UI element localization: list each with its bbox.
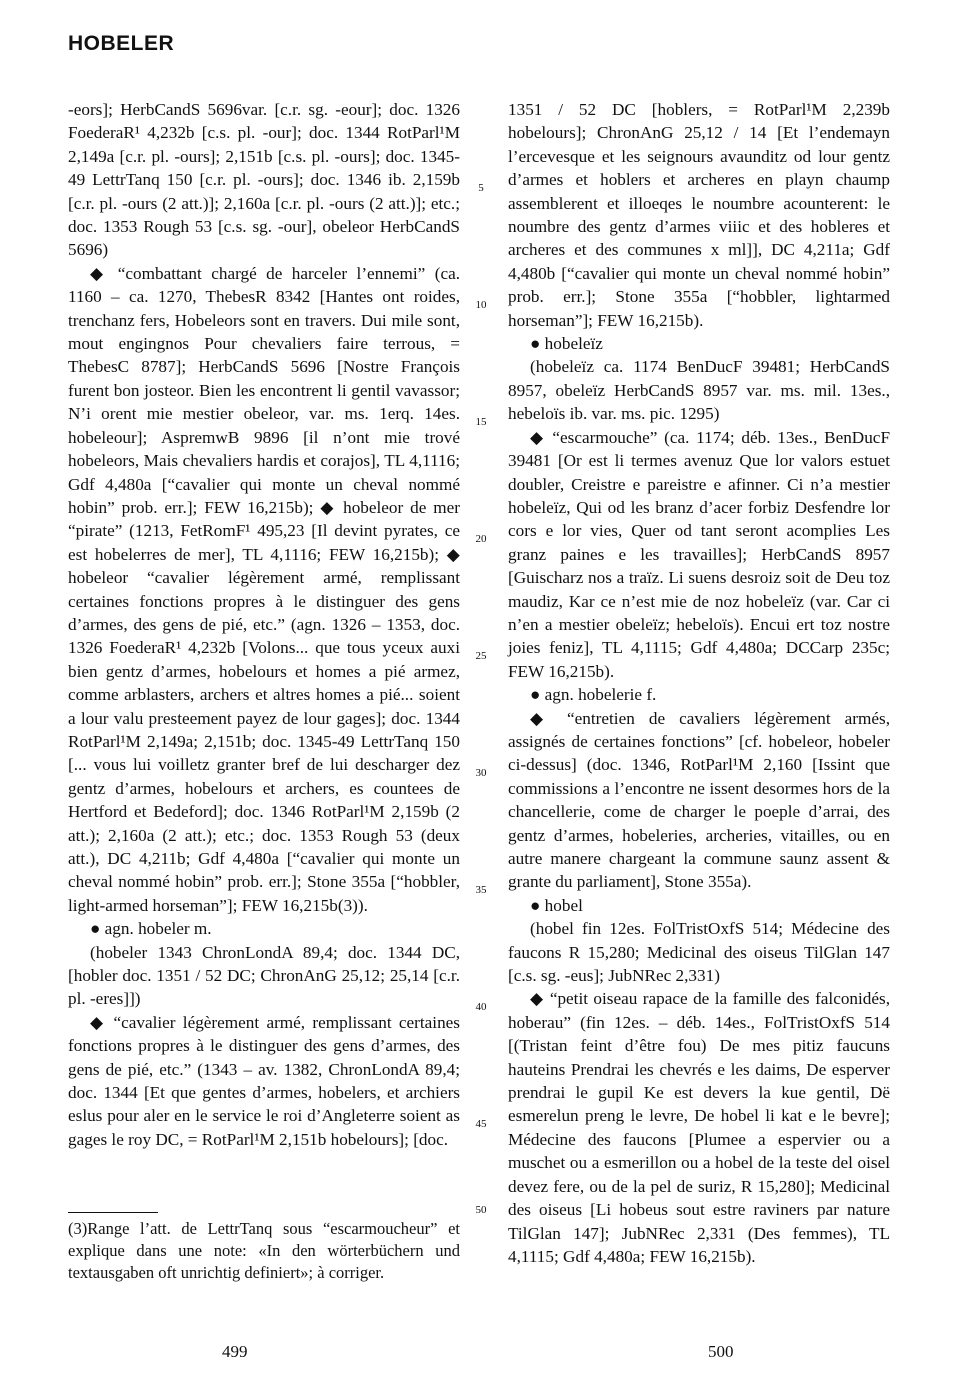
subentry-heading: ● hobel xyxy=(530,895,583,915)
subentry-heading: ● hobeleïz xyxy=(530,334,603,354)
line-number: 35 xyxy=(475,884,487,896)
left-column xyxy=(68,98,460,1151)
sense-paragraph: ◆ “petit oiseau rapace de la famille des falconidés, hoberau” (fin 12es. – déb. 14es., FolTristOxfS 514 [(Tristan feint d’être fou) De mes pitiz faucuns hauteins Prendrai les chevrés e les daims, De esperver prendrai le gupil Ke est devers la kue gentil, Dë esmerelun preng le levre, De hobel li kat e le bevre]; Médecine des faucons [Plumee a espervier ou a muschet ou a esmerillon ou a hobel de la teste del oisel devez fere, ou de la pel de suriz, R 15,280]; Medicinal des oiseus [Li hobeus sout estre raviners par nature TilGlan 147]; JubNRec 2,331 (Des femmes), TL 4,1115; Gdf 4,480a; FEW 16,215b). xyxy=(508,989,890,1266)
line-number: 5 xyxy=(478,182,484,194)
forms-paragraph: (hobeler 1343 ChronLondA 89,4; doc. 1344 DC, [hobler doc. 1351 / 52 DC; ChronAnG 25,12; 25,14 [c.r. pl. -eres]]) xyxy=(68,942,460,1009)
forms-paragraph: (hobeleïz ca. 1174 BenDucF 39481; HerbCandS 8957, obeleïz HerbCandS 8957 var. ms. mil. 13es., hebeloïs ib. var. ms. pic. 1295) xyxy=(508,357,890,424)
entry-paragraph: 1351 / 52 DC [hoblers, = RotParl¹M 2,239b hobelours]; ChronAnG 25,12 / 14 [Et l’endemayn l’ercevesque et les seignours avaunditz od lour gentz d’armes et hoblers et archeres en playn chaump assemblerent et illoeqes le noumbre acounterent: le noumbre des gentz d’armes viiic et des hobleres et archeres et des communes x ml]], DC 4,211a; Gdf 4,480b [“cavalier qui monte un cheval nommé hobin” prob. err.]; Stone 355a [“hobbler, lightarmed horseman”]; FEW 16,215b). xyxy=(508,100,890,330)
forms-paragraph: (hobel fin 12es. FolTristOxfS 514; Médecine des faucons R 15,280; Medicinal des oiseus TilGlan 147 [c.s. sg. -eus]; JubNRec 2,331) xyxy=(508,919,890,986)
line-number: 30 xyxy=(475,767,487,779)
sense-paragraph: ◆ “entretien de cavaliers légèrement armés, assignés de certaines fonctions” [cf. hobeleor, hobeler ci-dessus] (doc. 1346, RotParl¹M 2,160 [Issint que commissions a l’encontre ne issent desormes hors de la chancellerie, come de charger le poeple d’arrai, des gentz d’armes, hobeleries, archeries, vitailles, ou en autre manere chargeant la commune saunz assent & grante du parliament], Stone 355a). xyxy=(508,708,890,892)
line-number: 50 xyxy=(475,1204,487,1216)
line-number: 15 xyxy=(475,416,487,428)
sense-paragraph: ◆ “escarmouche” (ca. 1174; déb. 13es., BenDucF 39481 [Or est li termes avenuz Que lor valors estuet doubler, Creistre e pareistre e afinner. Ci n’a mestier hobeleïz, Qui od les branz d’acer forbiz Desfendre lor cors e lor vies, Quer od tant seront acomplies Les granz paines e les travailles]; HerbCandS 8957 [Guischarz nos a traïz. Li suens desroiz soit de Deu toz maudiz, Kar ce n’est mie de noz hobeleïz (var. Car ci n’en a mestier obeleïz; hebeloïs). Encui ert toz nostre joies feniz], TL 4,1115; Gdf 4,480a; DCCarp 235c; FEW 16,215b). xyxy=(508,427,890,681)
footnote: (3)Range l’att. de LettrTanq sous “escarmoucheur” et explique dans une note: «In den wörterbüchern und textausgaben oft unrichtig definiert»; à corriger. xyxy=(68,1219,460,1282)
page-number-right: 500 xyxy=(708,1342,734,1361)
line-number: 25 xyxy=(475,650,487,662)
line-number: 45 xyxy=(475,1118,487,1130)
line-number: 40 xyxy=(475,1001,487,1013)
footnote-divider xyxy=(68,1212,158,1213)
subentry-heading: ● agn. hobeler m. xyxy=(90,919,212,939)
sense-paragraph: ◆ “cavalier légèrement armé, remplissant certaines fonctions propres à le distinguer des gens d’armes, des gens de pié, etc.” (1343 – av. 1382, ChronLondA 89,4; doc. 1344 [Et que gentes d’armes, hobelers, et archiers eslus pour aler en le service le roi d’Angleterre soient as gages le roy DC, = RotParl¹M 2,151b hobelours]; [doc. xyxy=(68,1012,460,1149)
entry-paragraph: -eors]; HerbCandS 5696var. [c.r. sg. -eour]; doc. 1326 FoederaR¹ 4,232b [c.s. pl. -our]; doc. 1344 RotParl¹M 2,149a [c.r. pl. -ours]; 2,151b [c.s. pl. -ours]; doc. 1345-49 LettrTanq 150 [c.r. pl. -ours]; doc. 1346 ib. 2,159b [c.r. pl. -ours (2 att.)]; 2,160a [c.r. pl. -ours (2 att.)]; etc.; doc. 1353 Rough 53 [c.s. sg. -our], obeleor HerbCandS 5696) xyxy=(68,100,460,260)
sense-paragraph: ◆ “combattant chargé de harceler l’ennemi” (ca. 1160 – ca. 1270, ThebesR 8342 [Hantes ont roides, trenchanz fers, Hobeleors sont en travers. Dui mile sont, mout engingnos Pour chevaliers faire terrous, = ThebesC 8787]; HerbCandS 5696 [Nostre François furent bon josteor. Bien les encontrent li gentil vavassor; N’i orent mie mestier obeleor, var. ms. 1erq. 14es. hobeleour]; AspremwB 9896 [il n’ont mie trové hobeleors, Mais chevaliers hardis et corajos], TL 4,1116; Gdf 4,480a [“cavalier qui monte un cheval nommé hobin” prob. err.]; FEW 16,215b); ◆ hobeleor de mer “pirate” (1213, FetRomF¹ 495,23 [Il devint pyrates, ce est hobelerres de mer], TL 4,1116; FEW 16,215b); ◆ hobeleor “cavalier légèrement armé, remplissant certaines fonctions propres à le distinguer des gens d’armes, des gens de pié, etc.” (agn. 1326 – 1353, doc. 1326 FoederaR¹ 4,232b [Volons... que tous yceux auxi bien gentz d’armes, hobelours et homes a pié armez, comme arblasters, archers et altres homes a pié... soient a lour valu presteement payez de lour gages]; doc. 1344 RotParl¹M 2,149a; 2,151b; doc. 1345-49 LettrTanq 150 [... vous lui voilletz granter bref de lui descharger dez gentz d’armes, hobelours et archers, es countees de Hertford et Bedeford]; doc. 1346 RotParl¹M 2,159b (2 att.); 2,160a (2 att.); etc.; doc. 1353 Rough 53 (deux att.), DC 4,211b; Gdf 4,480a [“cavalier qui monte un cheval nommé hobin” prob. err.]; Stone 355a [“hobbler, light-armed horseman”]; FEW 16,215b(3)). xyxy=(68,263,460,915)
line-number: 10 xyxy=(475,299,487,311)
right-column xyxy=(508,98,890,1268)
page-number-left: 499 xyxy=(222,1342,248,1361)
subentry-heading: ● agn. hobelerie f. xyxy=(530,685,657,705)
headword-header: HOBELER xyxy=(68,32,175,55)
line-number: 20 xyxy=(475,533,487,545)
